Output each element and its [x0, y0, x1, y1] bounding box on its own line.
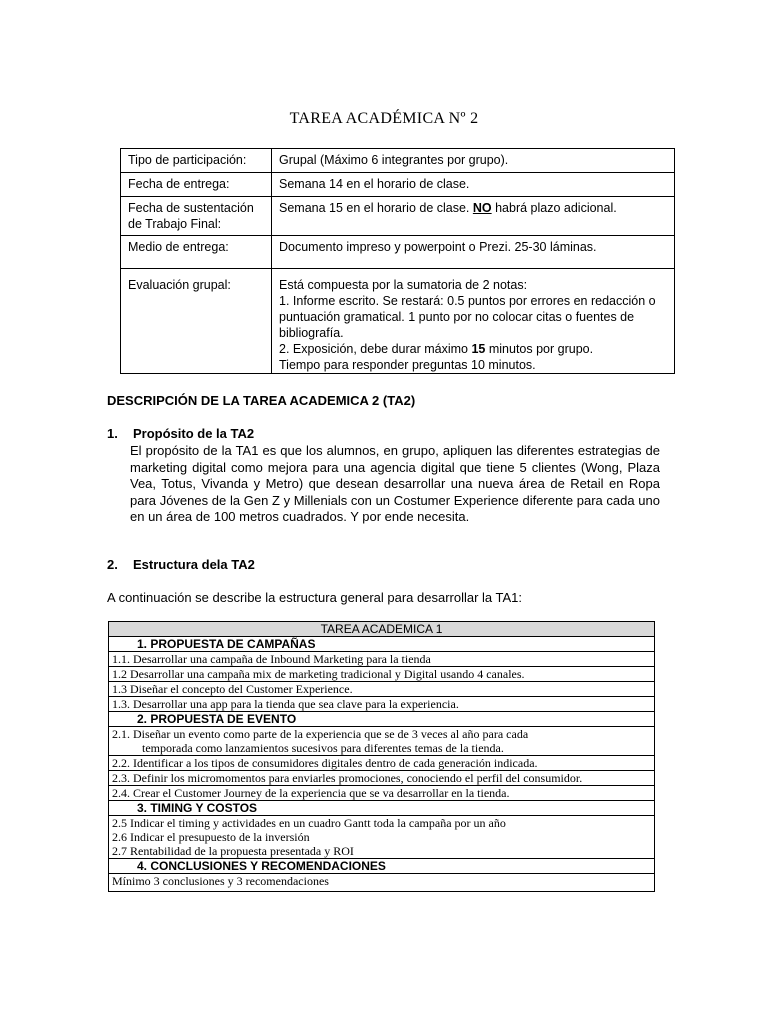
info-row [121, 173, 675, 197]
section-title-text: Propósito de la TA2 [133, 426, 255, 441]
structure-item: 1.1. Desarrollar una campaña de Inbound Marketing para la tienda [109, 652, 655, 667]
structure-item [109, 727, 655, 756]
info-value: Grupal (Máximo 6 integrantes por grupo). [272, 149, 675, 173]
info-value [272, 197, 675, 236]
info-row [121, 149, 675, 173]
structure-item: 2.3. Definir los micromomentos para enviarles promociones, conociendo el perfil del consumidor. [109, 771, 655, 786]
structure-item: 1.2 Desarrollar una campaña mix de marketing tradicional y Digital usando 4 canales. [109, 667, 655, 682]
info-row [121, 269, 675, 374]
info-value: Documento impreso y powerpoint o Prezi. 25-30 láminas. [272, 236, 675, 269]
info-label: Tipo de participación: [121, 149, 272, 173]
table-row [109, 682, 655, 697]
table-row [109, 667, 655, 682]
description-heading: DESCRIPCIÓN DE LA TAREA ACADEMICA 2 (TA2) [107, 393, 416, 408]
table-row [109, 771, 655, 786]
info-label: Fecha de sustentación de Trabajo Final: [121, 197, 272, 236]
structure-table [108, 621, 655, 892]
info-value-emphasis: NO [472, 201, 492, 215]
info-row [121, 236, 675, 269]
info-value-line [279, 341, 667, 357]
table-row [109, 652, 655, 667]
info-value [272, 269, 675, 374]
structure-item-continuation: temporada como lanzamientos sucesivos para diferentes temas de la tienda. [142, 741, 504, 755]
table-row [109, 830, 655, 844]
section-2-heading [107, 557, 255, 572]
info-label: Evaluación grupal: [121, 269, 272, 374]
info-value-line: Está compuesta por la sumatoria de 2 notas: [279, 278, 528, 292]
info-value-emphasis: 15 [471, 342, 486, 356]
table-row [109, 756, 655, 771]
info-row [121, 197, 675, 236]
info-value-line: 1. Informe escrito. Se restará: 0.5 puntos por errores en redacción o puntuación gramatical. 1 punto por no colocar citas o fuentes de bibliografía. [279, 294, 656, 340]
table-row [109, 816, 655, 831]
info-label: Fecha de entrega: [121, 173, 272, 197]
structure-item: 1.3 Diseñar el concepto del Customer Experience. [109, 682, 655, 697]
info-value-text: 2. Exposición, debe durar máximo [279, 342, 472, 356]
section-1-heading [107, 426, 254, 441]
structure-item: 2.6 Indicar el presupuesto de la inversión [109, 830, 655, 844]
info-value-text: Semana 15 en el horario de clase. [279, 201, 473, 215]
section-number: 1. [107, 426, 118, 441]
info-value-line: Tiempo para responder preguntas 10 minutos. [279, 358, 536, 372]
structure-table-header: TAREA ACADEMICA 1 [109, 622, 655, 637]
structure-item: 2.7 Rentabilidad de la propuesta presentada y ROI [109, 844, 655, 859]
table-row [109, 844, 655, 859]
table-row [109, 697, 655, 712]
section-title-text: Estructura dela TA2 [133, 557, 255, 572]
structure-item-line: 2.1. Diseñar un evento como parte de la experiencia que se de 3 veces al año para cada [112, 727, 529, 741]
structure-item: 2.5 Indicar el timing y actividades en un cuadro Gantt toda la campaña por un año [109, 816, 655, 831]
section-1-paragraph: El propósito de la TA1 es que los alumnos, en grupo, apliquen las diferentes estrategias de marketing digital como mejora para una agencia digital que tiene 5 clientes (Wong, Plaza Vea, Totus, Vivanda y Metro) que desean desarrollar una nueva área de Retail en Ropa para Jóvenes de la Gen Z y Millenials con un Costumer Experience diferente para cada uno en un área de 100 metros cuadrados. Y por ende necesita. [130, 443, 660, 524]
structure-section-title: 3. TIMING Y COSTOS [109, 801, 655, 816]
table-row [109, 727, 655, 756]
info-value-text: minutos por grupo. [485, 342, 594, 356]
table-row [109, 874, 655, 892]
structure-item: Mínimo 3 conclusiones y 3 recomendaciones [109, 874, 655, 892]
structure-section-title: 2. PROPUESTA DE EVENTO [109, 712, 655, 727]
info-value: Semana 14 en el horario de clase. [272, 173, 675, 197]
structure-section-title: 1. PROPUESTA DE CAMPAÑAS [109, 637, 655, 652]
table-row [109, 786, 655, 801]
structure-item: 2.4. Crear el Customer Journey de la experiencia que se va desarrollar en la tienda. [109, 786, 655, 801]
document-title: TAREA ACADÉMICA Nº 2 [289, 110, 479, 127]
structure-section-title: 4. CONCLUSIONES Y RECOMENDACIONES [109, 859, 655, 874]
info-label: Medio de entrega: [121, 236, 272, 269]
structure-item: 1.3. Desarrollar una app para la tienda que sea clave para la experiencia. [109, 697, 655, 712]
structure-intro: A continuación se describe la estructura general para desarrollar la TA1: [107, 590, 523, 605]
info-value-text: habrá plazo adicional. [491, 201, 617, 215]
section-number: 2. [107, 557, 118, 572]
structure-item: 2.2. Identificar a los tipos de consumidores digitales dentro de cada generación indicada. [109, 756, 655, 771]
info-table [120, 148, 675, 374]
